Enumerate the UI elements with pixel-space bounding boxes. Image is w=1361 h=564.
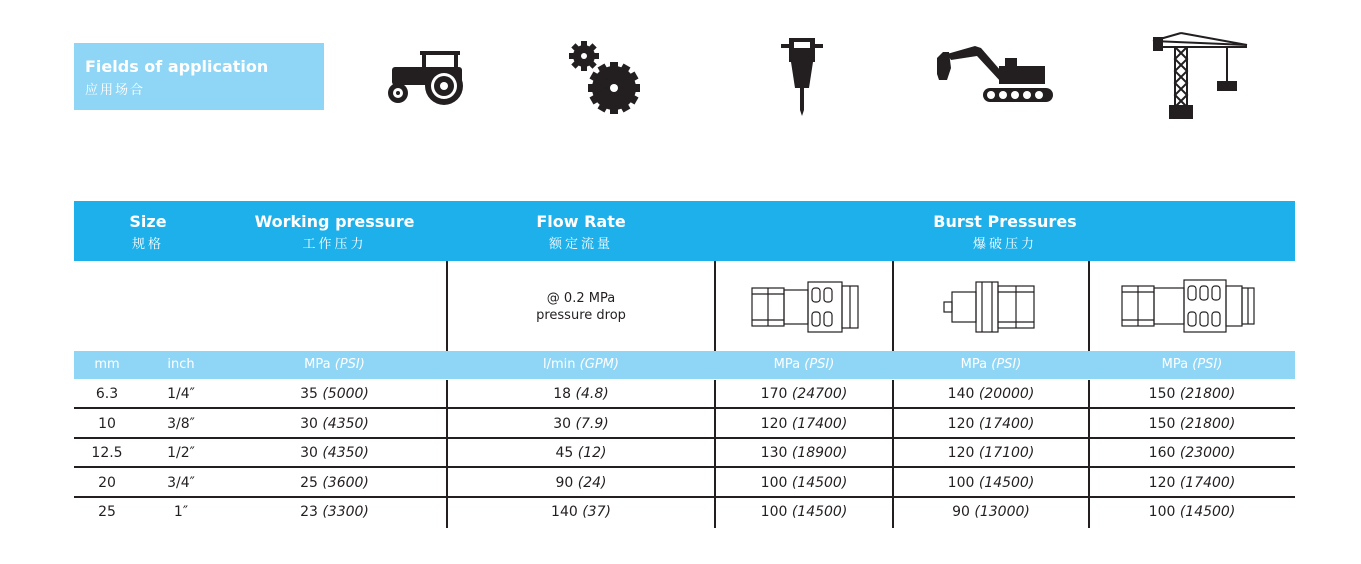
table-row [74, 439, 1295, 468]
divider [714, 469, 716, 499]
divider [1088, 498, 1090, 528]
cell-mm: 25 [98, 504, 116, 520]
header-size [74, 201, 222, 261]
fields-of-application-box [74, 43, 324, 110]
cell-work: 30 (4350) [300, 415, 369, 432]
header-flow-rate [447, 201, 715, 261]
divider [892, 380, 894, 410]
divider [892, 410, 894, 440]
table-row [74, 380, 1295, 409]
cell-flow: 140 (37) [551, 504, 611, 520]
cell-mm: 20 [98, 474, 116, 491]
divider [446, 380, 448, 410]
coupling-assembly-drawing-icon [1118, 276, 1258, 336]
flow-rate-note [447, 290, 715, 324]
cell-flow: 45 (12) [555, 445, 607, 461]
header-flow-en: Flow Rate [536, 212, 626, 231]
cell-mm: 12.5 [91, 445, 123, 461]
divider [446, 410, 448, 440]
header-burst-zh: 爆破压力 [972, 237, 1037, 252]
cell-b1: 130 (18900) [760, 445, 848, 461]
divider [446, 498, 448, 528]
cell-b3: 120 (17400) [1148, 474, 1236, 491]
unit-burst-1: MPa (PSI) [773, 357, 835, 372]
cell-work: 23 (3300) [300, 504, 369, 520]
divider [714, 439, 716, 469]
cell-b2: 140 (20000) [947, 386, 1035, 402]
divider [446, 469, 448, 499]
gears-icon [568, 40, 644, 118]
cell-b3: 100 (14500) [1148, 504, 1236, 520]
cell-b1: 170 (24700) [760, 386, 848, 402]
table-row [74, 410, 1295, 439]
cell-b1: 100 (14500) [760, 504, 848, 520]
cell-mm: 10 [98, 415, 116, 432]
header-burst-en: Burst Pressures [933, 212, 1077, 231]
cell-inch: 3/4″ [167, 474, 195, 491]
unit-flow: l/min (GPM) [543, 357, 619, 372]
coupling-drawing-icon [748, 278, 862, 336]
table-header [74, 201, 1295, 261]
cell-inch: 1/4″ [167, 386, 195, 402]
divider [1088, 410, 1090, 440]
header-size-en: Size [129, 212, 167, 231]
tractor-icon [384, 49, 468, 105]
cell-b2: 100 (14500) [947, 474, 1035, 491]
cell-b3: 160 (23000) [1148, 445, 1236, 461]
header-working-pressure [222, 201, 447, 261]
divider [714, 410, 716, 440]
flow-note-line1: @ 0.2 MPa [546, 291, 616, 306]
cell-inch: 1/2″ [167, 445, 195, 461]
cell-b2: 120 (17100) [947, 445, 1035, 461]
divider [892, 261, 894, 351]
nipple-drawing-icon [942, 278, 1038, 336]
tower-crane-icon [1151, 31, 1251, 121]
application-subtitle: 应用场合 [85, 83, 146, 98]
header-working-zh: 工作压力 [302, 237, 367, 252]
divider [892, 439, 894, 469]
cell-b2: 90 (13000) [952, 504, 1030, 520]
unit-working: MPa (PSI) [304, 357, 365, 372]
divider [714, 380, 716, 410]
divider [446, 439, 448, 469]
divider [714, 498, 716, 528]
divider [892, 498, 894, 528]
header-working-en: Working pressure [254, 212, 415, 231]
divider [1088, 439, 1090, 469]
unit-mm: mm [94, 357, 120, 372]
header-size-zh: 规格 [131, 237, 164, 252]
flow-note-line2: pressure drop [536, 308, 626, 323]
header-burst-pressures [715, 201, 1295, 261]
application-title: Fields of application [85, 57, 269, 76]
cell-b1: 120 (17400) [760, 415, 848, 432]
divider [892, 469, 894, 499]
excavator-icon [935, 44, 1055, 104]
cell-work: 25 (3600) [300, 474, 369, 491]
table-row [74, 498, 1295, 527]
divider [1088, 380, 1090, 410]
divider [1088, 469, 1090, 499]
unit-burst-2: MPa (PSI) [960, 357, 1022, 372]
cell-work: 30 (4350) [300, 445, 369, 461]
cell-b2: 120 (17400) [947, 415, 1035, 432]
table-row [74, 469, 1295, 498]
cell-flow: 90 (24) [555, 474, 607, 491]
divider [1088, 261, 1090, 351]
units-row [74, 351, 1295, 379]
cell-mm: 6.3 [95, 386, 119, 402]
unit-burst-3: MPa (PSI) [1161, 357, 1223, 372]
cell-inch: 3/8″ [167, 415, 195, 432]
header-flow-zh: 额定流量 [548, 237, 613, 252]
cell-flow: 18 (4.8) [553, 386, 609, 402]
cell-b3: 150 (21800) [1148, 386, 1236, 402]
unit-inch: inch [167, 357, 195, 372]
cell-work: 35 (5000) [300, 386, 369, 402]
cell-b3: 150 (21800) [1148, 415, 1236, 432]
jackhammer-icon [779, 36, 825, 118]
cell-flow: 30 (7.9) [553, 415, 609, 432]
cell-inch: 1″ [173, 504, 189, 520]
cell-b1: 100 (14500) [760, 474, 848, 491]
